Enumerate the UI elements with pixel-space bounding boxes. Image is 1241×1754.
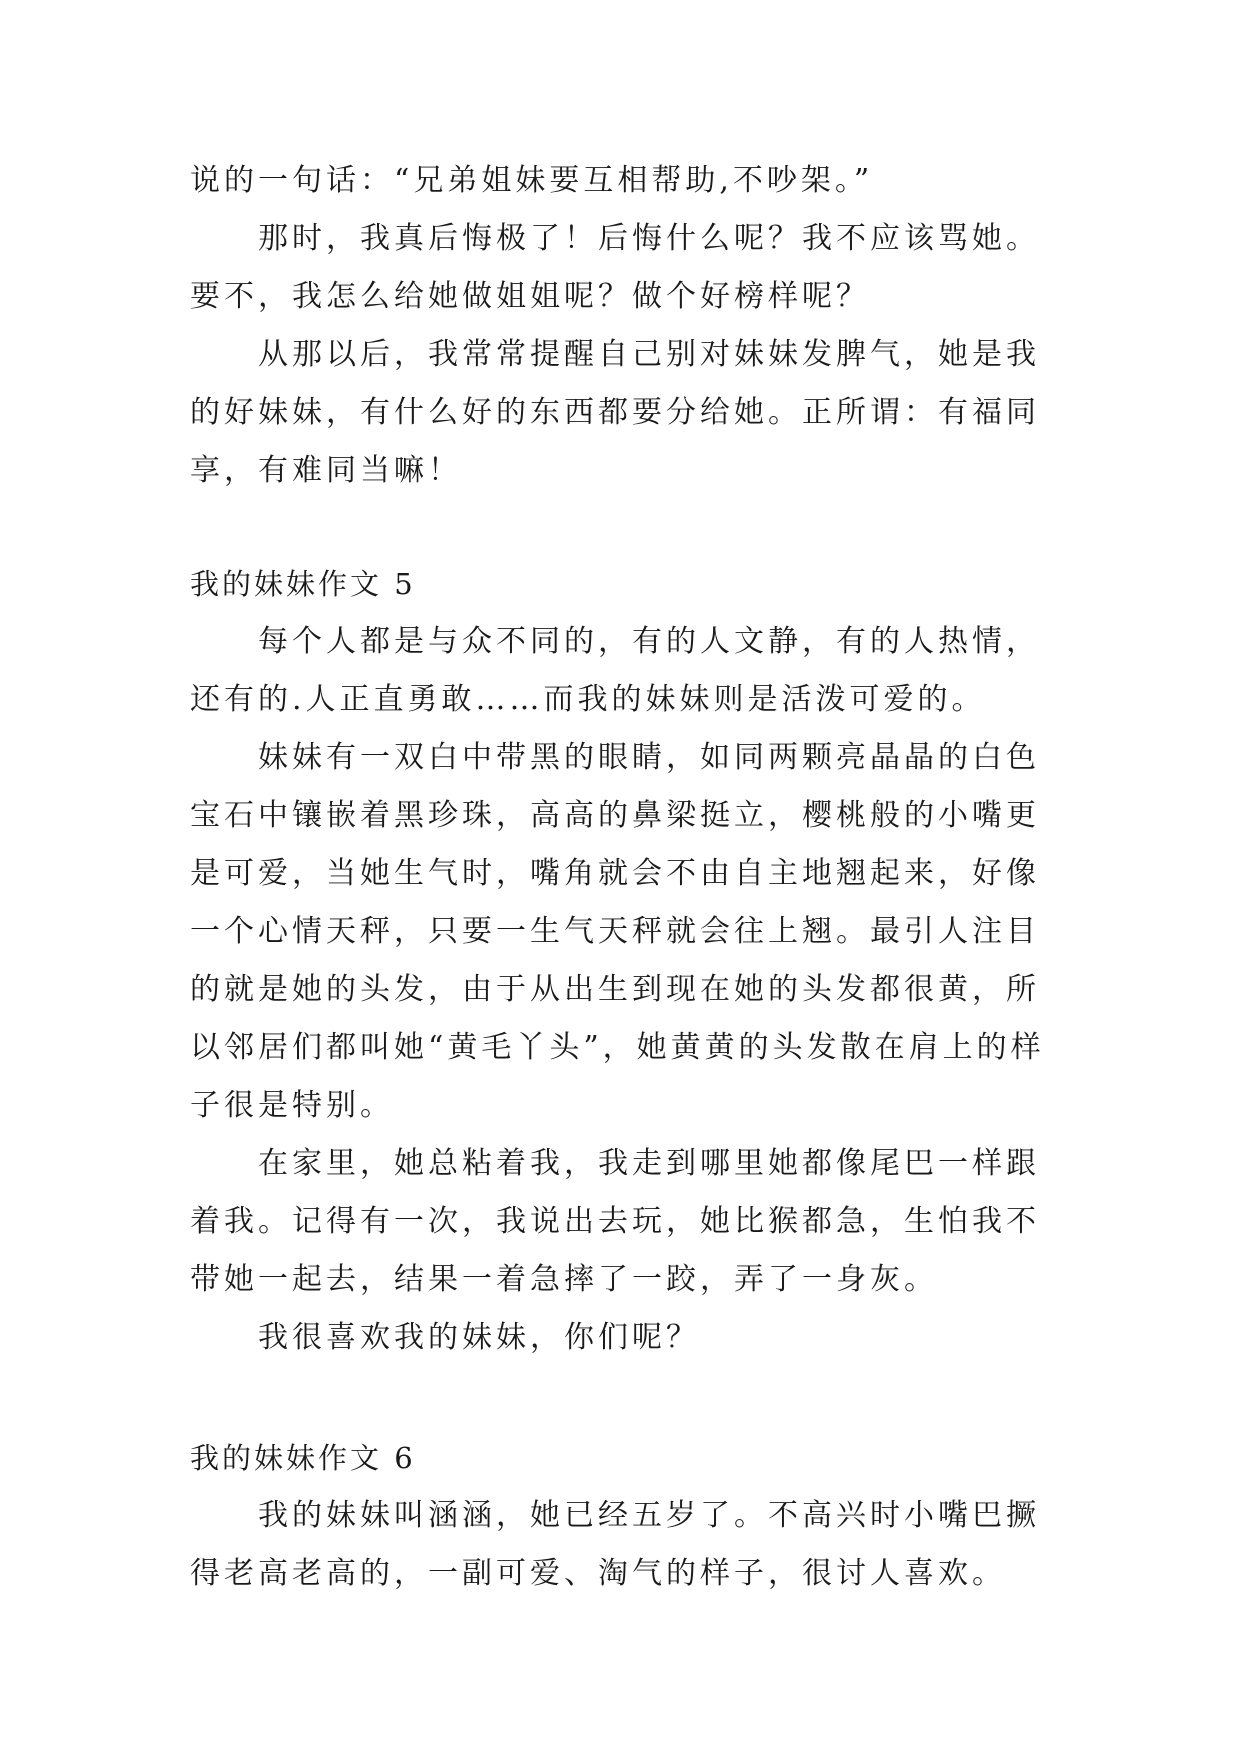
document-body: [190, 152, 1060, 1603]
paragraph: 那时，我真后悔极了！后悔什么呢？我不应该骂她。要不，我怎么给她做姐姐呢？做个好榜样呢？: [190, 221, 1040, 314]
essay-section-5: [190, 555, 1060, 1367]
paragraph-continuation: 说的一句话：“兄弟姐妹要互相帮助,不吵架。”: [190, 163, 874, 198]
paragraph: 妹妹有一双白中带黑的眼睛，如同两颗亮晶晶的白色宝石中镶嵌着黑珍珠，高高的鼻梁挺立，樱桃般的小嘴更是可爱，当她生气时，嘴角就会不由自主地翘起来，好像一个心情天秤，只要一生气天秤就会往上翘。最引人注目的就是她的头发，由于从出生到现在她的头发都很黄，所以邻居们都叫她“黄毛丫头”，她黄黄的头发散在肩上的样子很是特别。: [190, 740, 1045, 1123]
section-heading: 我的妹妹作文 6: [190, 1441, 416, 1475]
paragraph: 我的妹妹叫涵涵，她已经五岁了。不高兴时小嘴巴撅得老高老高的，一副可爱、淘气的样子，很讨人喜欢。: [190, 1498, 1040, 1591]
paragraph: 在家里，她总粘着我，我走到哪里她都像尾巴一样跟着我。记得有一次，我说出去玩，她比猴都急，生怕我不带她一起去，结果一着急摔了一跤，弄了一身灰。: [190, 1146, 1040, 1297]
paragraph: 从那以后，我常常提醒自己别对妹妹发脾气，她是我的好妹妹，有什么好的东西都要分给她。正所谓：有福同享，有难同当嘛！: [190, 337, 1040, 488]
section-heading: 我的妹妹作文 5: [190, 567, 416, 601]
paragraph: 我很喜欢我的妹妹，你们呢？: [258, 1320, 700, 1355]
paragraph: 每个人都是与众不同的，有的人文静，有的人热情，还有的.人正直勇敢……而我的妹妹则是活泼可爱的。: [190, 624, 1040, 717]
essay-section-6: [190, 1429, 1060, 1603]
